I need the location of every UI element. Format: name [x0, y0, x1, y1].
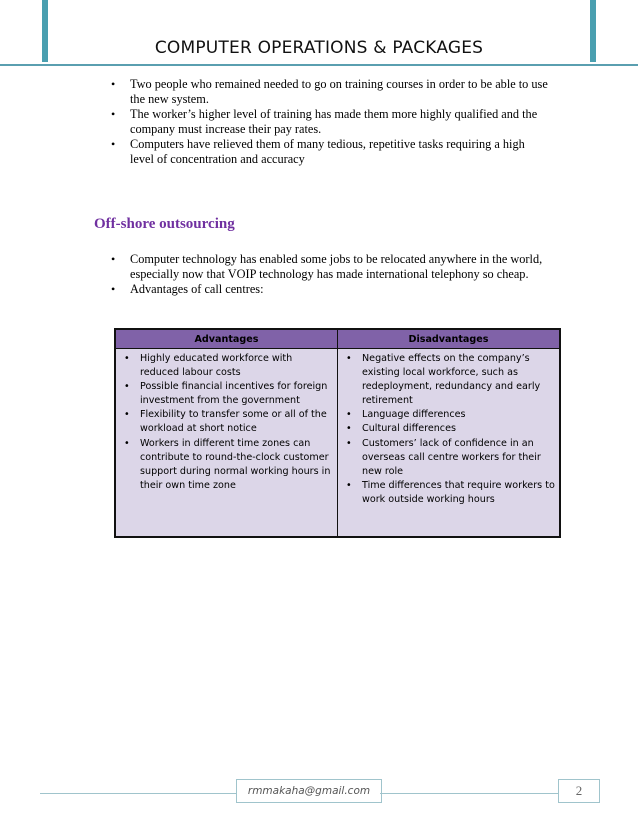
page-header-title: COMPUTER OPERATIONS & PACKAGES: [154, 38, 484, 58]
disadvantages-list: [342, 352, 555, 507]
intro-bullet-list: [108, 77, 548, 167]
list-item: • The worker’s higher level of training has made them more highly qualified and the company must increase their pay rates.: [108, 107, 548, 137]
advantage-item: • Highly educated workforce with reduced labour costs: [120, 352, 333, 380]
advantages-table: [114, 328, 561, 538]
list-item: • Advantages of call centres:: [108, 282, 548, 297]
disadvantage-item: • Time differences that require workers to work outside working hours: [342, 479, 555, 507]
advantage-item: • Flexibility to transfer some or all of the workload at short notice: [120, 408, 333, 436]
advantage-item: • Workers in different time zones can contribute to round-the-clock customer support during normal working hours in their own time zone: [120, 437, 333, 493]
disadvantage-item: • Cultural differences: [342, 422, 555, 436]
section-heading: Off-shore outsourcing: [94, 216, 235, 232]
footer-divider-right: [380, 793, 558, 794]
table-header-advantages: Advantages: [115, 329, 338, 349]
header-divider: [0, 64, 638, 66]
page-number: 2: [558, 779, 600, 803]
disadvantage-item: • Negative effects on the company’s existing local workforce, such as redeployment, redundancy and early retirement: [342, 352, 555, 408]
footer-divider-left: [40, 793, 236, 794]
list-item: • Two people who remained needed to go on training courses in order to be able to use the new system.: [108, 77, 548, 107]
section-bullet-list: [108, 252, 548, 297]
disadvantages-cell: [338, 349, 561, 538]
advantage-item: • Possible financial incentives for foreign investment from the government: [120, 380, 333, 408]
advantages-list: [120, 352, 333, 493]
footer-email: rmmakaha@gmail.com: [236, 779, 382, 803]
disadvantage-item: • Language differences: [342, 408, 555, 422]
list-item: • Computers have relieved them of many tedious, repetitive tasks requiring a high level of concentration and accuracy: [108, 137, 548, 167]
list-item: • Computer technology has enabled some jobs to be relocated anywhere in the world, especially now that VOIP technology has made international telephony so cheap.: [108, 252, 548, 282]
table-header-disadvantages: Disadvantages: [338, 329, 561, 349]
advantages-cell: [115, 349, 338, 538]
disadvantage-item: • Customers’ lack of confidence in an overseas call centre workers for their new role: [342, 437, 555, 479]
